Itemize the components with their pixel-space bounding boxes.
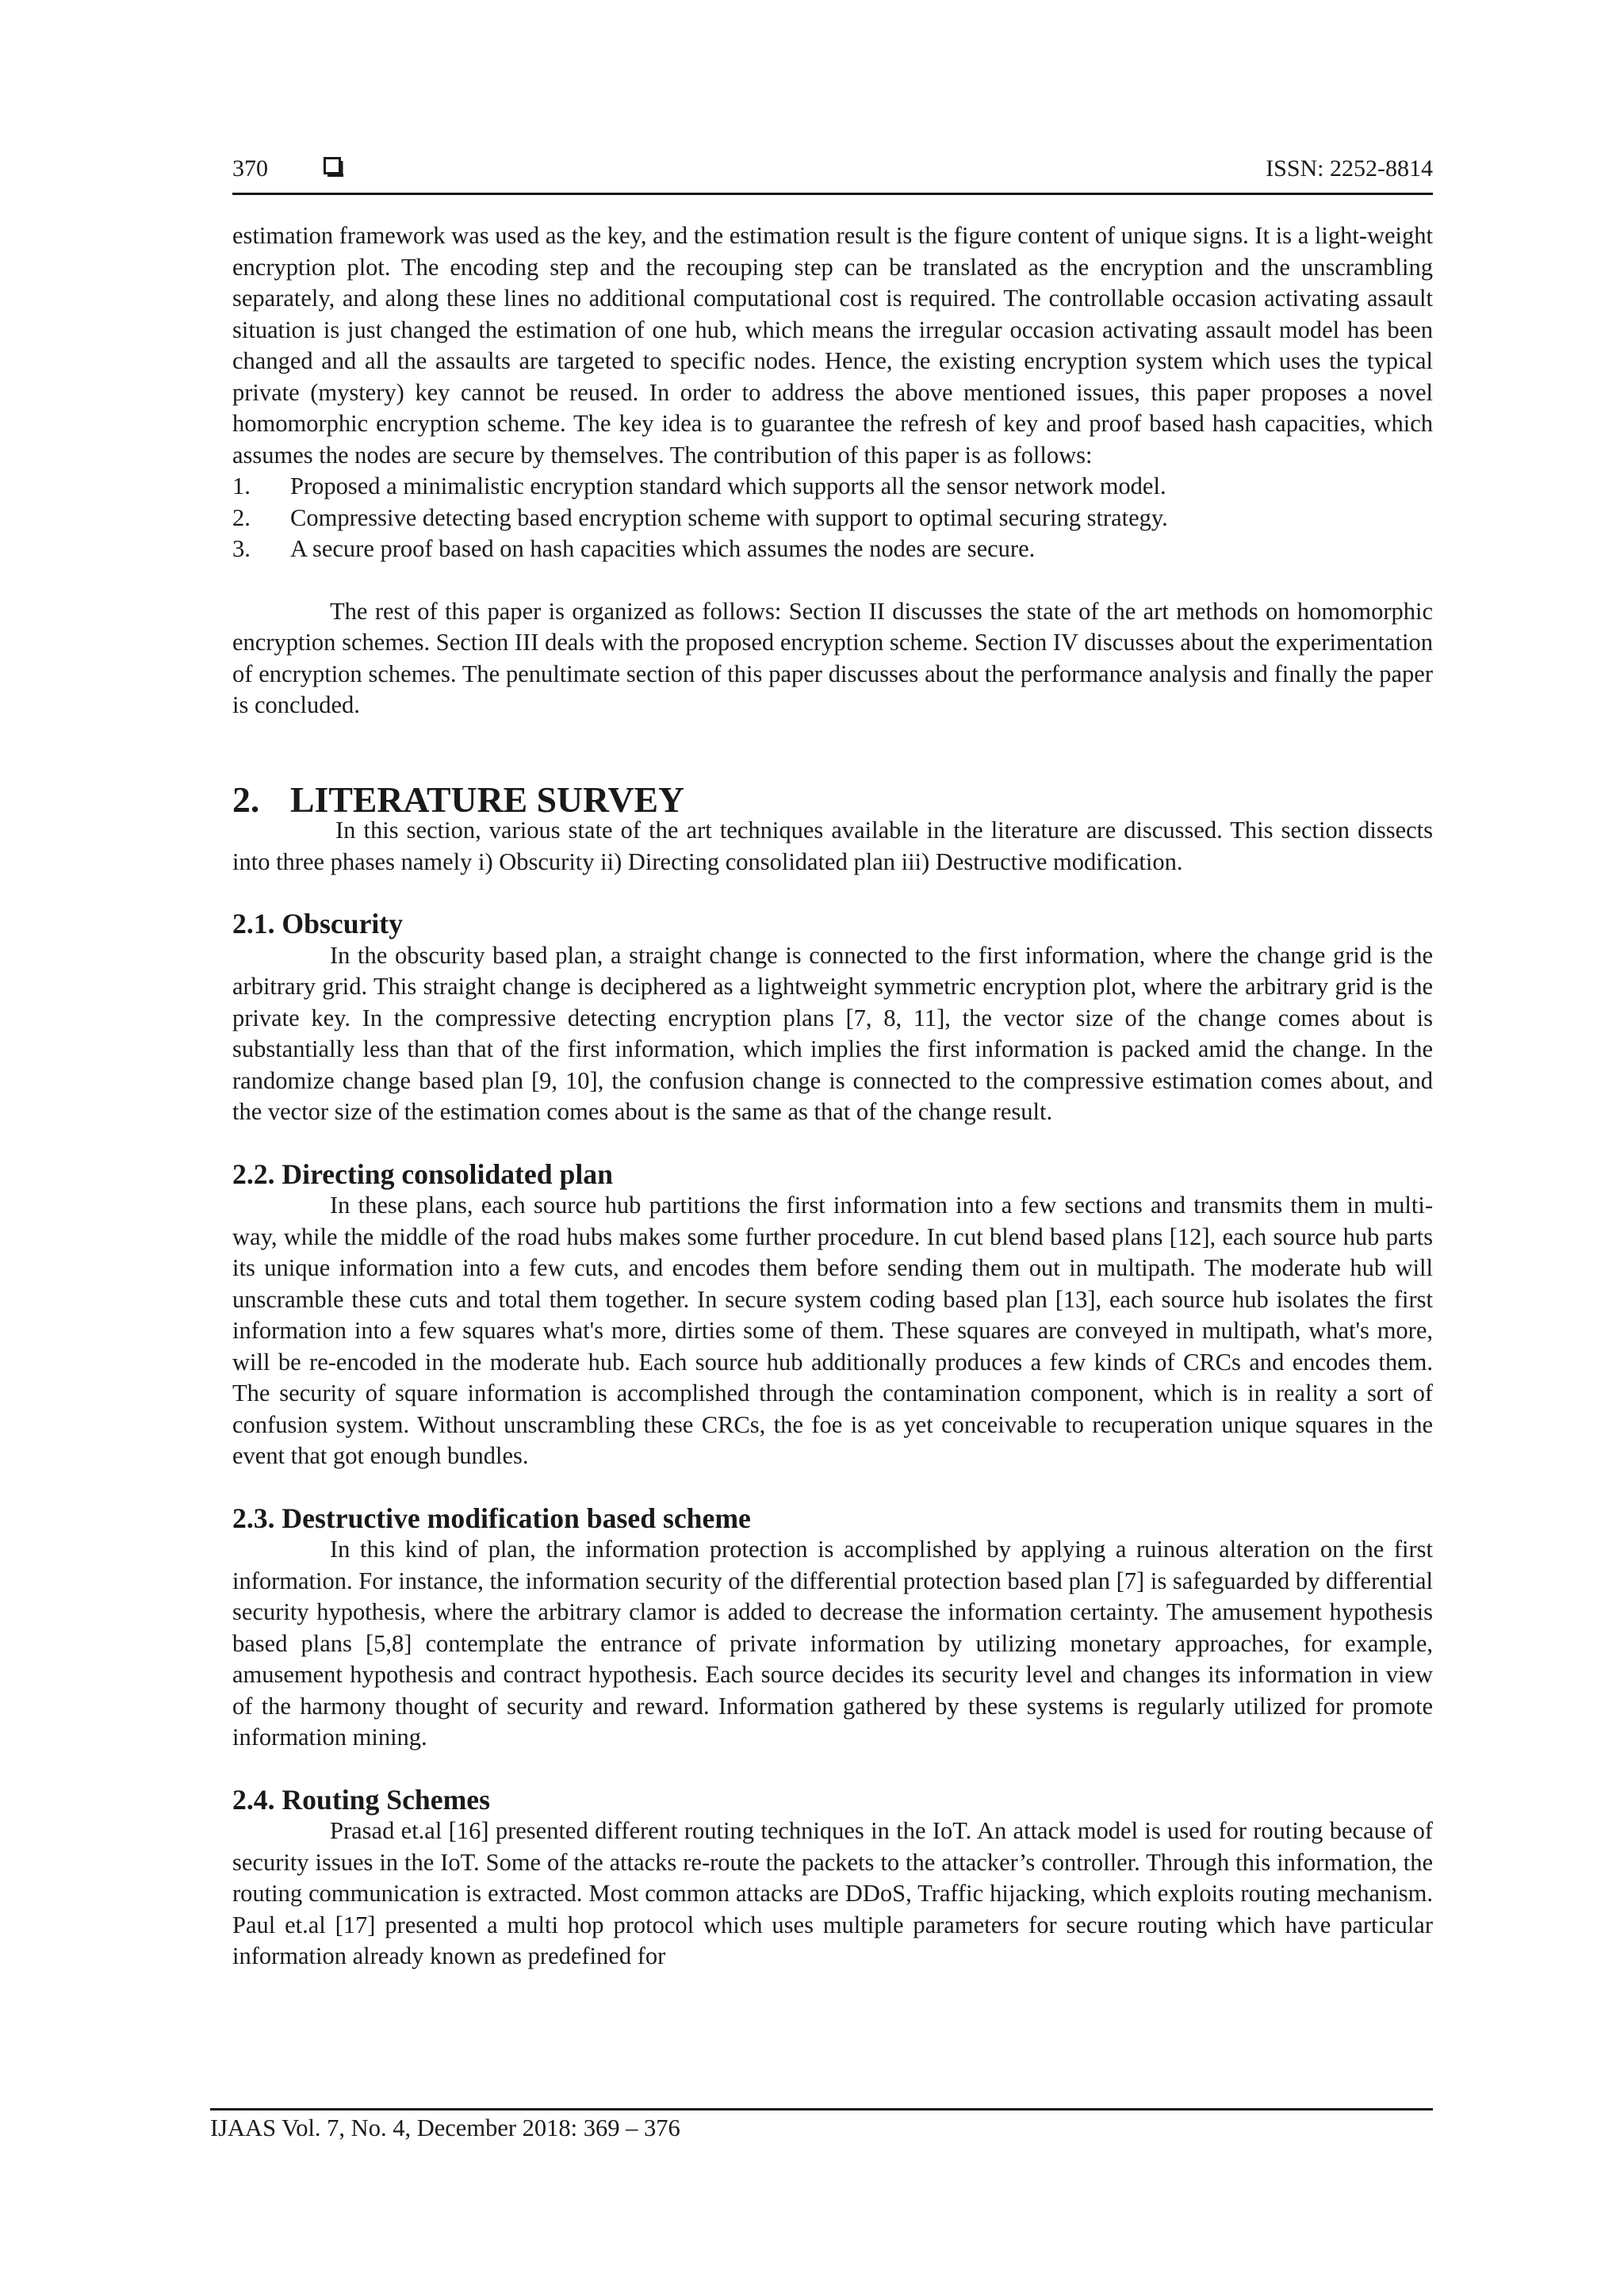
body-text bbox=[232, 220, 1433, 1973]
list-item bbox=[232, 471, 1433, 503]
header-rule bbox=[232, 193, 1433, 195]
page-number: 370 bbox=[232, 155, 268, 182]
list-item-number: 2. bbox=[232, 503, 251, 531]
list-item bbox=[232, 503, 1433, 534]
list-item-text: Compressive detecting based encryption scheme with support to optimal securing strategy. bbox=[290, 503, 1168, 531]
footer-rule bbox=[210, 2108, 1433, 2110]
contribution-list bbox=[232, 471, 1433, 565]
journal-citation: IJAAS Vol. 7, No. 4, December 2018: 369 – 376 bbox=[210, 2114, 680, 2141]
subsection-paragraph-destructive: In this kind of plan, the information protection is accomplished by applying a ruinous alteration on the first information. For instance, the information security of the differential protection based plan [7] is safeguarded by differential security hypothesis, where the arbitrary clamor is added to decrease the information certainty. The amusement hypothesis based plans [5,8] contemplate the entrance of private information by utilizing monetary approaches, for example, amusement hypothesis and contract hypothesis. Each source decides its security level and changes its information in view of the harmony thought of security and reward. Information gathered by these systems is regularly utilized for promote information mining. bbox=[232, 1536, 1433, 1751]
subsection-paragraph-directing: In these plans, each source hub partitions the first information into a few sections and transmits them in multi-way, while the middle of the road hubs makes some further procedure. In cut blend based plans [12], each source hub parts its unique information into a few cuts, and encodes them before sending them out in multipath. The moderate hub will unscramble these cuts and total them together. In secure system coding based plan [13], each source hub isolates the first information into a few squares what's more, dirties some of them. These squares are conveyed in multipath, what's more, will be re-encoded in the moderate hub. Each source hub additionally produces a few kinds of CRCs and encodes them. The security of square information is accomplished through the contamination component, which is in reality a sort of confusion system. Without unscrambling these CRCs, the foe is as yet conceivable to recuperation unique squares in the event that got enough bundles. bbox=[232, 1192, 1433, 1469]
intro-paragraph: estimation framework was used as the key, and the estimation result is the figure content of unique signs. It is a light-weight encryption plot. The encoding step and the recouping step can be translated as the encryption and the unscrambling separately, and along these lines no additional computational cost is required. The controllable occasion activating assault situation is just changed the estimation of one hub, which means the irregular occasion activating assault model has been changed and all the assaults are targeted to specific nodes. Hence, the existing encryption system which uses the typical private (mystery) key cannot be reused. In order to address the above mentioned issues, this paper proposes a novel homomorphic encryption scheme. The key idea is to guarantee the refresh of key and proof based hash capacities, which assumes the nodes are secure by themselves. The contribution of this paper is as follows: bbox=[232, 222, 1433, 469]
list-item-number: 3. bbox=[232, 535, 251, 562]
subsection-heading-obscurity: 2.1. Obscurity bbox=[232, 908, 404, 939]
organization-paragraph: The rest of this paper is organized as follows: Section II discusses the state of the art methods on homomorphic encryption schemes. Section III deals with the proposed encryption scheme. Section IV discusses about the experimentation of encryption schemes. The penultimate section of this paper discusses about the performance analysis and finally the paper is concluded. bbox=[232, 597, 1433, 718]
section-intro-paragraph: In this section, various state of the art techniques available in the literature are discussed. This section dissects into three phases namely i) Obscurity ii) Directing consolidated plan iii) Destructive modification. bbox=[232, 817, 1433, 875]
list-item bbox=[232, 534, 1433, 565]
box-icon bbox=[324, 157, 344, 178]
section-heading bbox=[232, 779, 1433, 820]
section-title: LITERATURE SURVEY bbox=[290, 779, 685, 820]
subsection-paragraph-obscurity: In the obscurity based plan, a straight change is connected to the first information, where the change grid is the arbitrary grid. This straight change is deciphered as a lightweight symmetric encryption plot, where the arbitrary grid is the private key. In the compressive detecting encryption plans [7, 8, 11], the vector size of the change comes about is substantially less than that of the first information, which implies the first information is packed amid the change. In the randomize change based plan [9, 10], the confusion change is connected to the compressive estimation comes about, and the vector size of the estimation comes about is the same as that of the change result. bbox=[232, 941, 1433, 1125]
subsection-heading-directing: 2.2. Directing consolidated plan bbox=[232, 1158, 613, 1190]
subsection-paragraph-routing: Prasad et.al [16] presented different routing techniques in the IoT. An attack model is used for routing because of security issues in the IoT. Some of the attacks re-route the packets to the attacker’s controller. Through this information, the routing communication is extracted. Most common attacks are DDoS, Traffic hijacking, which exploits routing mechanism. Paul et.al [17] presented a multi hop protocol which uses multiple parameters for secure routing which have particular information already known as predefined for bbox=[232, 1817, 1433, 1969]
subsection-heading-routing: 2.4. Routing Schemes bbox=[232, 1783, 491, 1816]
running-header bbox=[232, 155, 1433, 195]
section-number: 2. bbox=[232, 779, 260, 820]
issn-label: ISSN: 2252-8814 bbox=[1266, 155, 1433, 182]
list-item-text: A secure proof based on hash capacities which assumes the nodes are secure. bbox=[290, 535, 1036, 562]
subsection-heading-destructive: 2.3. Destructive modification based scheme bbox=[232, 1502, 751, 1534]
list-item-number: 1. bbox=[232, 473, 251, 499]
list-item-text: Proposed a minimalistic encryption standard which supports all the sensor network model. bbox=[290, 473, 1166, 499]
